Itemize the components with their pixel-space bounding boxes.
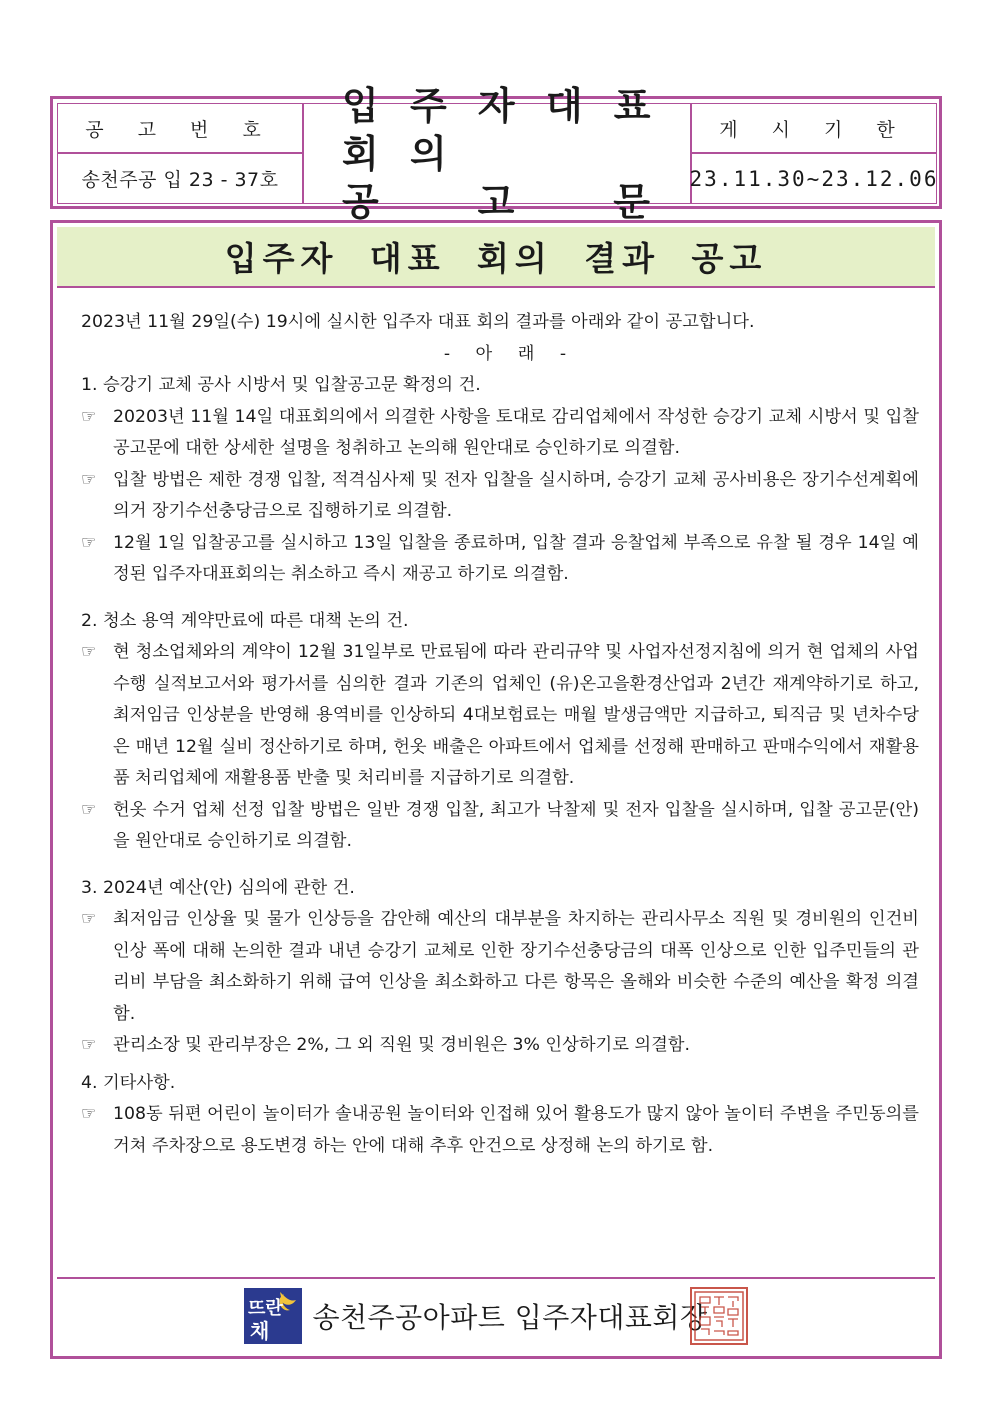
- notice-body-box: [50, 220, 942, 1359]
- pointing-hand-icon: ☞: [81, 799, 97, 820]
- list-item: ☞ 헌옷 수거 업체 선정 입찰 방법은 일반 경쟁 입찰, 최고가 낙찰제 및 전자 입찰을 실시하며, 입찰 공고문(안)을 원안대로 승인하기로 의결함.: [81, 795, 919, 858]
- list-item: ☞ 12월 1일 입찰공고를 실시하고 13일 입찰을 종료하며, 입찰 결과 응찰업체 부족으로 유찰 될 경우 14일 예정된 입주자대표회의는 취소하고 즉시 재공고 하기로 의결함.: [81, 528, 919, 591]
- result-title: 입주자 대표 회의 결과 공고: [224, 239, 768, 278]
- section-1-title: 1. 승강기 교체 공사 시방서 및 입찰공고문 확정의 건.: [81, 375, 481, 395]
- below-marker: - 아 래 -: [443, 343, 577, 364]
- pointing-hand-icon: ☞: [81, 909, 97, 929]
- notice-header-table: [50, 83, 942, 224]
- list-item: ☞ 입찰 방법은 제한 경쟁 입찰, 적격심사제 및 전자 입찰을 실시하며, 승강기 교체 공사비용은 장기수선계획에 의거 장기수선충당금으로 집행하기로 의결함.: [81, 465, 919, 528]
- svg-text:채: 채: [250, 1318, 270, 1343]
- notice-number-label: 공 고 번 호: [57, 103, 303, 153]
- intro-text: 2023년 11월 29일(수) 19시에 실시한 입주자 대표 회의 결과를 아래와 같이 공고합니다.: [81, 312, 755, 332]
- pointing-hand-icon: ☞: [81, 642, 97, 662]
- pointing-hand-icon: ☞: [81, 1035, 97, 1055]
- list-item: ☞ 108동 뒤편 어린이 놀이터가 솔내공원 놀이터와 인접해 있어 활용도가 많지 않아 놀이터 주변을 주민동의를 거쳐 주차장으로 용도변경 하는 안에 대해 추후 안건으로 상정해 논의 하기로 함.: [81, 1099, 919, 1162]
- posting-period: 23.11.30~23.12.06: [691, 153, 937, 204]
- signature-footer: [57, 1277, 935, 1352]
- pointing-hand-icon: ☞: [81, 532, 97, 553]
- notice-title-char-3: 문: [613, 179, 650, 224]
- pointing-hand-icon: ☞: [81, 406, 97, 427]
- result-title-bar: [57, 227, 935, 288]
- logo-graphic: [244, 1288, 302, 1344]
- notice-title-line2: [304, 178, 690, 226]
- notice-title-char-1: 공: [342, 179, 379, 224]
- pointing-hand-icon: ☞: [81, 469, 97, 490]
- list-item: ☞ 현 청소업체와의 계약이 12월 31일부로 만료됨에 따라 관리규약 및 사업자선정지침에 의거 현 업체의 사업수행 실적보고서와 평가서를 심의한 결과 기존의 업체인 (유)온고을환경산업과 2년간 재계약하기로 하고, 최저임금 인상분을 반영해 용역비를 인상하되 4대보험료는 매월 발생금액만 지급하고, 퇴직금 및 년차수당은 매년 12월 실비 정산하기로 하며, 헌옷 배출은 아파트에서 업체를 선정해 판매하고 판매수익에서 재활용품 처리업체에 재활용품 반출 및 처리비를 지급하기로 의결함.: [81, 637, 919, 795]
- svg-text:뜨란: 뜨란: [248, 1297, 284, 1319]
- seal-graphic: [692, 1289, 746, 1343]
- posting-period-label: 게 시 기 한: [691, 103, 937, 153]
- notice-content: [81, 307, 919, 1162]
- notice-number: 송천주공 입 23 - 37호: [57, 153, 303, 204]
- list-item: ☞ 관리소장 및 관리부장은 2%, 그 외 직원 및 경비원은 3% 인상하기로 의결함.: [81, 1030, 919, 1062]
- notice-title-block: [303, 83, 691, 224]
- notice-title-char-2: 고: [477, 179, 515, 224]
- list-item: ☞ 최저임금 인상율 및 물가 인상등을 감안해 예산의 대부분을 차지하는 관리사무소 직원 및 경비원의 인건비 인상 폭에 대해 논의한 결과 내년 승강기 교체로 인한 장기수선충당금의 대폭 인상으로 인한 입주민들의 관리비 부담을 최소화하기 위해 급여 인상을 최소화하고 다른 항목은 올해와 비슷한 수준의 예산을 확정 의결함.: [81, 904, 919, 1030]
- pointing-hand-icon: ☞: [81, 1104, 97, 1124]
- chairman-title: 송천주공아파트 입주자대표회장: [312, 1300, 708, 1334]
- section-4-title: 4. 기타사항.: [81, 1072, 176, 1093]
- notice-title-line1: 입 주 자 대 표 회 의: [342, 83, 660, 176]
- list-item: ☞ 20203년 11월 14일 대표회의에서 의결한 사항을 토대로 감리업체에서 작성한 승강기 교체 시방서 및 입찰공고문에 대한 상세한 설명을 청취하고 논의해 원안대로 승인하기로 의결함.: [81, 402, 919, 465]
- official-seal-stamp: [690, 1287, 748, 1345]
- section-3-title: 3. 2024년 예산(안) 심의에 관한 건.: [81, 877, 355, 898]
- section-2-title: 2. 청소 용역 계약만료에 따른 대책 논의 건.: [81, 610, 409, 631]
- tteuranchae-logo: [244, 1288, 302, 1344]
